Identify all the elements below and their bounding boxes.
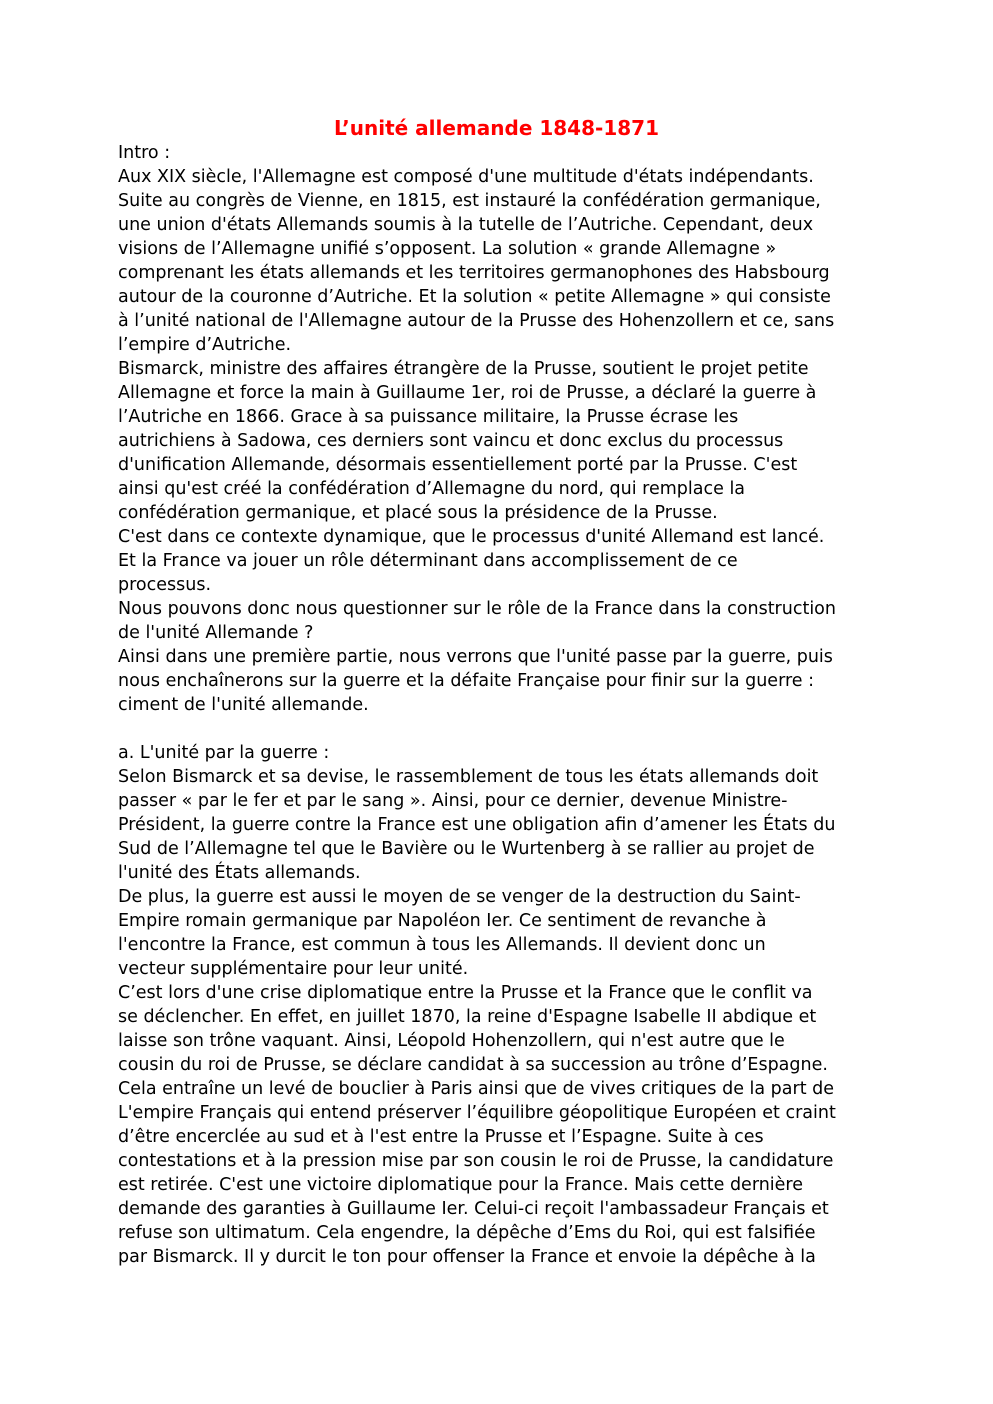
text-line: Suite au congrès de Vienne, en 1815, est instauré la confédération germanique, — [118, 191, 821, 211]
text-line: se déclencher. En effet, en juillet 1870, la reine d'Espagne Isabelle II abdique et — [118, 1007, 817, 1027]
text-line — [118, 717, 836, 741]
text-line: Intro : — [118, 143, 171, 163]
text-line: ainsi qu'est créé la confédération d’Allemagne du nord, qui remplace la — [118, 479, 746, 499]
text-line: Selon Bismarck et sa devise, le rassemblement de tous les états allemands doit — [118, 767, 819, 787]
text-line: cousin du roi de Prusse, se déclare candidat à sa succession au trône d’Espagne. — [118, 1055, 828, 1075]
text-line: Bismarck, ministre des affaires étrangère de la Prusse, soutient le projet petite — [118, 359, 809, 379]
text-line: Empire romain germanique par Napoléon Ier. Ce sentiment de revanche à — [118, 911, 767, 931]
text-line: vecteur supplémentaire pour leur unité. — [118, 959, 469, 979]
text-line: comprenant les états allemands et les territoires germanophones des Habsbourg — [118, 263, 830, 283]
text-line: Aux XIX siècle, l'Allemagne est composé d'une multitude d'états indépendants. — [118, 167, 814, 187]
text-line: confédération germanique, et placé sous la présidence de la Prusse. — [118, 503, 718, 523]
text-line: l’Autriche en 1866. Grace à sa puissance militaire, la Prusse écrase les — [118, 407, 739, 427]
text-line: est retirée. C'est une victoire diplomatique pour la France. Mais cette dernière — [118, 1175, 804, 1195]
text-line: C'est dans ce contexte dynamique, que le processus d'unité Allemand est lancé. — [118, 527, 825, 547]
text-line: autour de la couronne d’Autriche. Et la solution « petite Allemagne » qui consiste — [118, 287, 831, 307]
text-line: autrichiens à Sadowa, ces derniers sont vaincu et donc exclus du processus — [118, 431, 784, 451]
text-line: C’est lors d'une crise diplomatique entre la Prusse et la France que le conflit va — [118, 983, 813, 1003]
text-line: à l’unité national de l'Allemagne autour de la Prusse des Hohenzollern et ce, sans — [118, 311, 835, 331]
text-line: Et la France va jouer un rôle déterminant dans accomplissement de ce — [118, 551, 738, 571]
text-line: ciment de l'unité allemande. — [118, 695, 369, 715]
text-line: l’empire d’Autriche. — [118, 335, 292, 355]
text-line: contestations et à la pression mise par son cousin le roi de Prusse, la candidature — [118, 1151, 834, 1171]
text-line: laisse son trône vaquant. Ainsi, Léopold Hohenzollern, qui n'est autre que le — [118, 1031, 785, 1051]
text-line: Allemagne et force la main à Guillaume 1er, roi de Prusse, a déclaré la guerre à — [118, 383, 817, 403]
text-line: Sud de l’Allemagne tel que le Bavière ou le Wurtenberg à se rallier au projet de — [118, 839, 815, 859]
text-line: Nous pouvons donc nous questionner sur le rôle de la France dans la construction — [118, 599, 836, 619]
text-line: demande des garanties à Guillaume Ier. Celui-ci reçoit l'ambassadeur Français et — [118, 1199, 829, 1219]
text-line: par Bismarck. Il y durcit le ton pour offenser la France et envoie la dépêche à la — [118, 1247, 816, 1267]
text-line: d’être encerclée au sud et à l'est entre la Prusse et l’Espagne. Suite à ces — [118, 1127, 764, 1147]
text-line: nous enchaînerons sur la guerre et la défaite Française pour finir sur la guerre : — [118, 671, 814, 691]
text-line: a. L'unité par la guerre : — [118, 743, 330, 763]
text-line: visions de l’Allemagne unifié s’opposent. La solution « grande Allemagne » — [118, 239, 777, 259]
document-title: L’unité allemande 1848-1871 — [334, 116, 659, 140]
text-line: Président, la guerre contre la France est une obligation afin d’amener les États du — [118, 815, 836, 835]
text-line: processus. — [118, 575, 212, 595]
text-line: refuse son ultimatum. Cela engendre, la dépêche d’Ems du Roi, qui est falsifiée — [118, 1223, 816, 1243]
text-line: l'encontre la France, est commun à tous les Allemands. Il devient donc un — [118, 935, 766, 955]
text-line: une union d'états Allemands soumis à la tutelle de l’Autriche. Cependant, deux — [118, 215, 814, 235]
text-line: d'unification Allemande, désormais essentiellement porté par la Prusse. C'est — [118, 455, 798, 475]
text-line: l'unité des États allemands. — [118, 863, 361, 883]
document-body — [118, 141, 836, 1269]
text-line: L'empire Français qui entend préserver l’équilibre géopolitique Européen et craint — [118, 1103, 836, 1123]
text-line: De plus, la guerre est aussi le moyen de se venger de la destruction du Saint- — [118, 887, 801, 907]
text-line: de l'unité Allemande ? — [118, 623, 314, 643]
text-line: Ainsi dans une première partie, nous verrons que l'unité passe par la guerre, puis — [118, 647, 833, 667]
text-line: Cela entraîne un levé de bouclier à Paris ainsi que de vives critiques de la part de — [118, 1079, 835, 1099]
text-line: passer « par le fer et par le sang ». Ainsi, pour ce dernier, devenue Ministre- — [118, 791, 788, 811]
